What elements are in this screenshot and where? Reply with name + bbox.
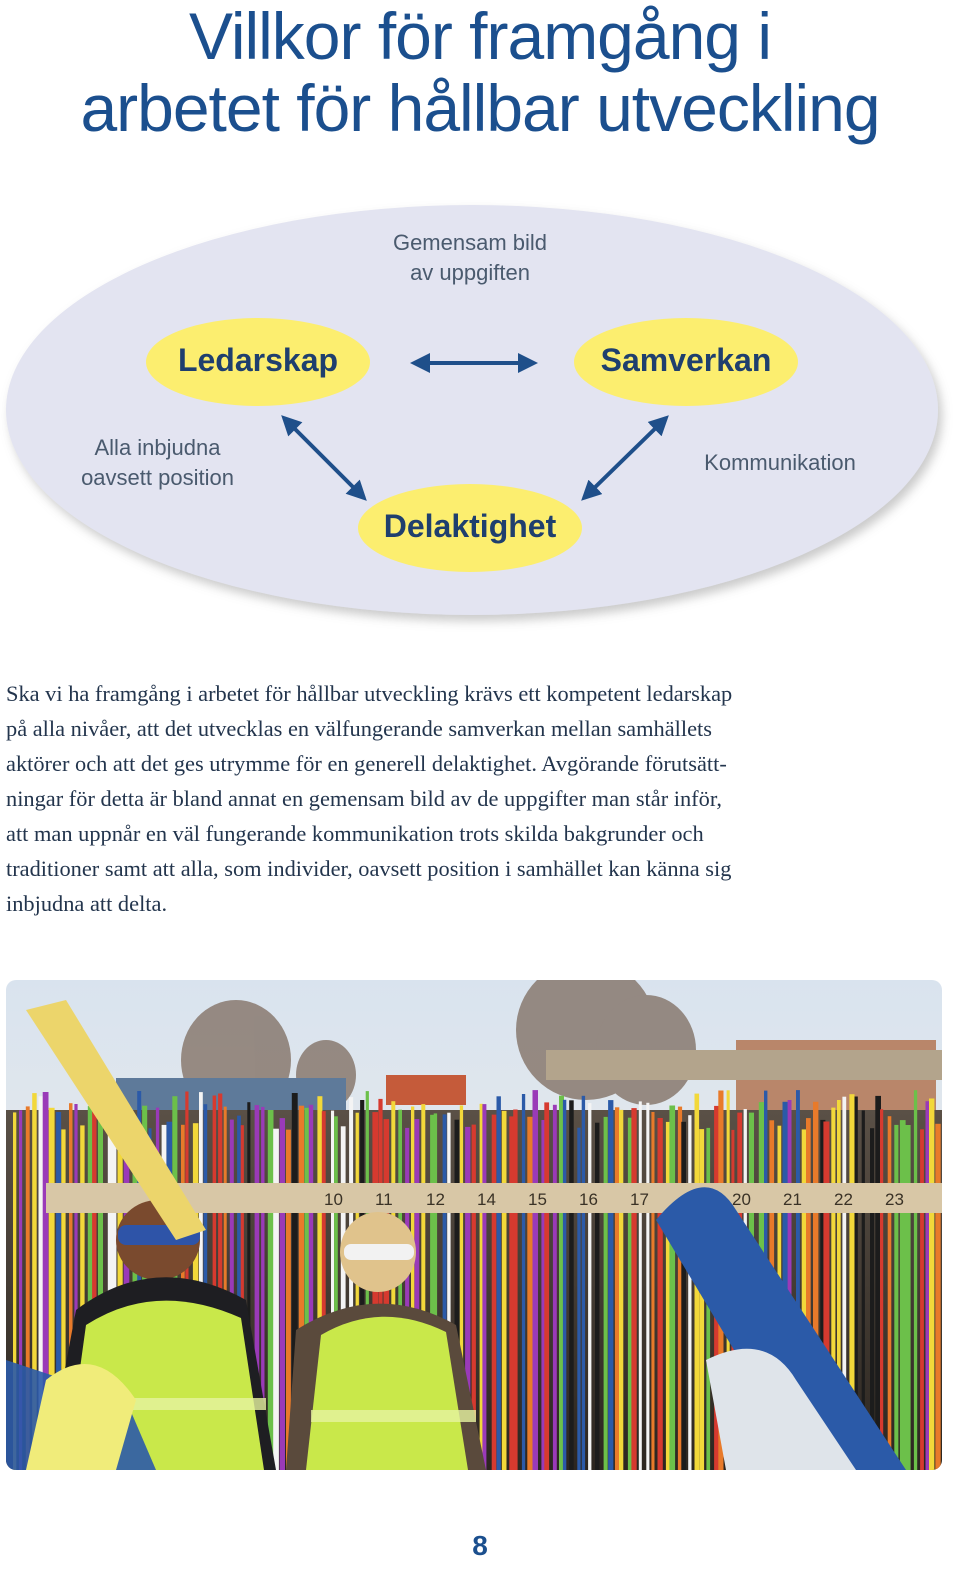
rack-number: 20 [732,1190,751,1209]
ski [577,1128,580,1470]
ski [646,1103,649,1470]
ski [619,1110,623,1470]
ski [894,1125,898,1470]
building [386,1075,466,1105]
ski [699,1129,704,1470]
rack-number: 21 [783,1190,802,1209]
ski [280,1118,285,1470]
conditions-diagram [0,200,960,640]
ski [669,1106,675,1471]
ski [509,1116,514,1470]
ski [604,1117,608,1470]
ski [582,1096,585,1470]
ski [595,1123,599,1470]
body-line: aktörer och att det ges utrymme för en generell delaktighet. Avgörande förutsätt- [6,751,727,776]
samverkan-label: Samverkan [600,342,772,378]
ski [929,1099,934,1471]
rack-number: 15 [528,1190,547,1209]
ski [273,1129,279,1470]
rack-number: 16 [579,1190,598,1209]
ski [651,1112,654,1470]
ski [628,1118,632,1470]
ski [681,1122,686,1470]
top-label [360,228,580,288]
ski [563,1100,566,1470]
rack-number: 22 [834,1190,853,1209]
ski [588,1103,591,1470]
body-line: på alla nivåer, att det utvecklas en välfungerande samverkan mellan samhällets [6,716,712,741]
right-label: Kommunikation [704,450,856,475]
ski [533,1090,539,1470]
fence [546,1050,942,1080]
ski [569,1100,574,1470]
left-label-line-1: Alla inbjudna [94,435,221,460]
rack-number: 11 [375,1190,393,1209]
body-line: inbjudna att delta. [6,891,168,916]
top-label-line-2: av uppgiften [410,260,530,285]
ski [615,1107,619,1470]
body-paragraph [6,676,946,921]
rack-number: 10 [324,1190,343,1209]
left-label-line-2: oavsett position [81,465,234,490]
ski [631,1108,636,1470]
top-label-line-1: Gemensam bild [392,230,548,255]
ski [502,1111,507,1470]
page-title [0,0,960,144]
ski [268,1110,274,1470]
ski [527,1117,533,1470]
ski [888,1116,892,1470]
left-label [50,433,265,493]
ski [608,1100,613,1470]
ski [497,1096,501,1470]
ski [492,1115,497,1470]
ski-rack-photo [6,980,942,1470]
rack-number: 12 [426,1190,445,1209]
ski [914,1090,917,1470]
ski [880,1109,883,1470]
ski [900,1120,906,1470]
ski [639,1101,642,1470]
ski [513,1110,517,1471]
page-number: 8 [472,1530,488,1561]
body-line: ningar för detta är bland annat en gemensam bild av de uppgifter man står inför, [6,786,722,811]
rack-number: 23 [885,1190,904,1209]
ski [920,1129,924,1470]
ledarskap-label: Ledarskap [177,342,339,378]
body-line: att man uppnår en väl fungerande kommunikation trots skilda bakgrunder och [6,821,704,846]
ski [688,1115,691,1470]
ski [522,1094,525,1470]
ski [935,1124,940,1470]
title-line-2: arbetet för hållbar utveckling [80,71,880,145]
delaktighet-label: Delaktighet [383,508,557,544]
body-line: traditioner samt att alla, som individer, oavsett position i samhället kan känna sig [6,856,732,881]
ski [905,1125,910,1470]
ski [544,1102,549,1470]
rack-number: 14 [477,1190,496,1209]
ski-rack-illustration [6,980,942,1470]
ski [658,1118,663,1470]
ski [482,1104,486,1470]
title-line-1: Villkor för framgång i [188,0,772,73]
rack-number: 17 [630,1190,649,1209]
ski [553,1105,557,1470]
body-line: Ska vi ha framgång i arbetet för hållbar utveckling krävs ett kompetent ledarskap [6,681,733,706]
